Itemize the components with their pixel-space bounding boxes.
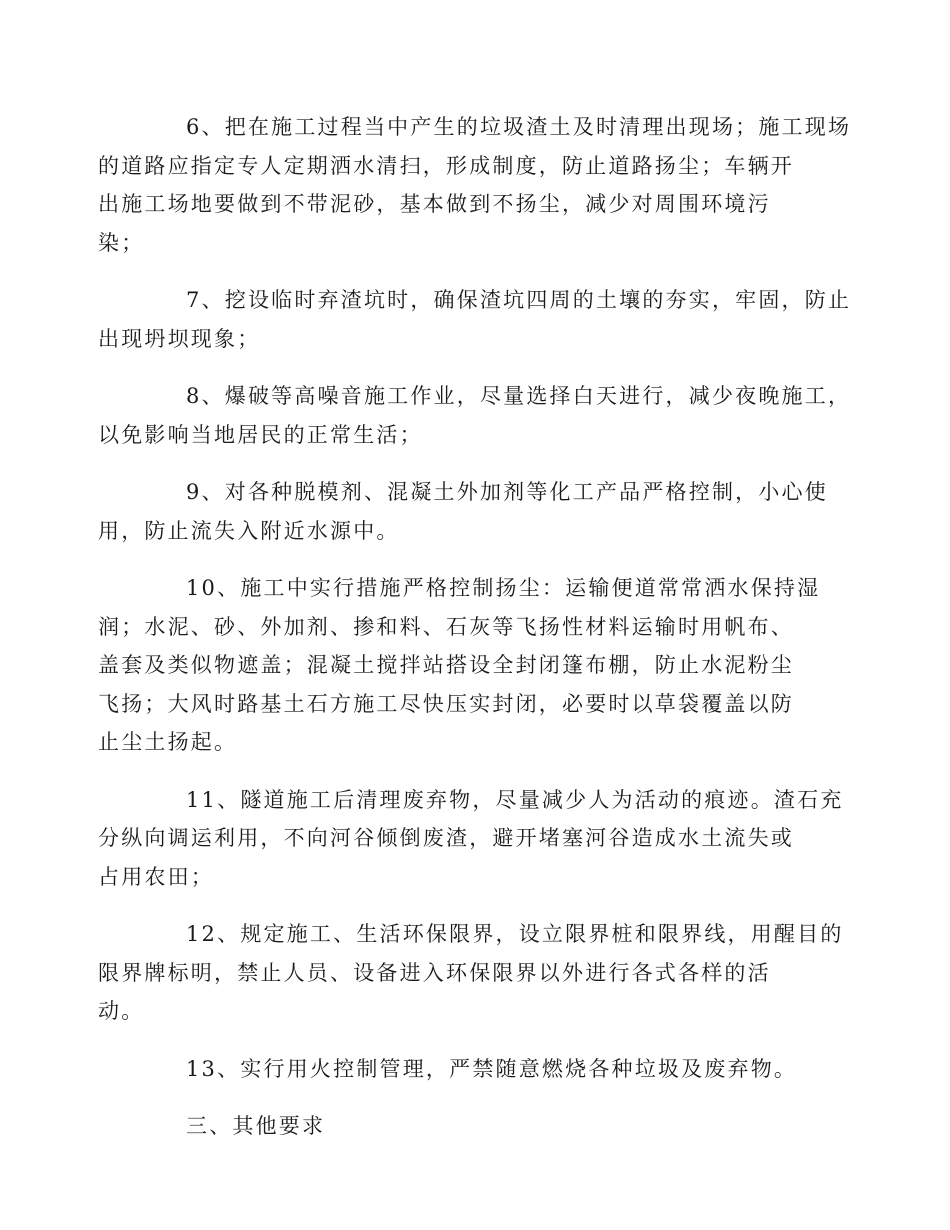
text-line: 10、施工中实行措施严格控制扬尘：运输便道常常洒水保持湿 xyxy=(186,576,821,600)
text-line: 6、把在施工过程当中产生的垃圾渣土及时清理出现场；施工现场 xyxy=(186,115,852,139)
text-line: 11、隧道施工后清理废弃物，尽量减少人为活动的痕迹。渣石充 xyxy=(186,787,844,812)
paragraph-item-13 xyxy=(142,1050,810,1089)
text-line: 飞扬；大风时路基土石方施工尽快压实封闭，必要时以草袋覆盖以防 xyxy=(98,691,794,716)
text-line: 以免影响当地居民的正常生活； xyxy=(98,422,423,447)
document-page xyxy=(98,108,852,1146)
text-line: 分纵向调运利用，不向河谷倾倒废渣，避开堵塞河谷造成水土流失或 xyxy=(98,826,794,850)
text-line: 止尘土扬起。 xyxy=(98,730,238,754)
text-line: 出现坍坝现象； xyxy=(98,326,261,351)
paragraph-item-8 xyxy=(98,377,852,454)
paragraph-item-12 xyxy=(98,915,844,1031)
text-line: 8、爆破等高噪音施工作业，尽量选择白天进行，减少夜晚施工， xyxy=(186,384,852,408)
paragraph-item-7 xyxy=(98,281,852,358)
text-line: 的道路应指定专人定期洒水清扫，形成制度，防止道路扬尘；车辆开 xyxy=(98,153,794,178)
paragraph-item-6 xyxy=(98,108,852,262)
text-line: 7、挖设临时弃渣坑时，确保渣坑四周的土壤的夯实，牢固，防止 xyxy=(186,288,852,312)
text-line: 染； xyxy=(98,230,145,255)
text-line: 动。 xyxy=(98,999,145,1023)
paragraph-item-10 xyxy=(98,569,821,762)
paragraph-item-11 xyxy=(98,781,844,897)
text-line: 出施工场地要做到不带泥砂，基本做到不扬尘，减少对周围环境污 xyxy=(98,192,771,216)
text-line: 限界牌标明，禁止人员、设备进入环保限界以外进行各式各样的活 xyxy=(98,960,771,985)
text-line: 用，防止流失入附近水源中。 xyxy=(98,518,400,543)
text-line: 9、对各种脱模剂、混凝土外加剂等化工产品严格控制，小心使 xyxy=(186,480,828,504)
text-line: 盖套及类似物遮盖；混凝土搅拌站搭设全封闭篷布棚，防止水泥粉尘 xyxy=(98,653,794,677)
paragraph-item-9 xyxy=(98,473,828,550)
text-line: 占用农田； xyxy=(98,864,214,889)
text-line: 润；水泥、砂、外加剂、掺和料、石灰等飞扬性材料运输时用帆布、 xyxy=(98,614,794,639)
section-heading: 三、其他要求 xyxy=(186,1114,326,1138)
text-line: 13、实行用火控制管理，严禁随意燃烧各种垃圾及废弃物。 xyxy=(186,1056,798,1081)
text-line: 12、规定施工、生活环保限界，设立限界桩和限界线，用醒目的 xyxy=(186,922,844,946)
